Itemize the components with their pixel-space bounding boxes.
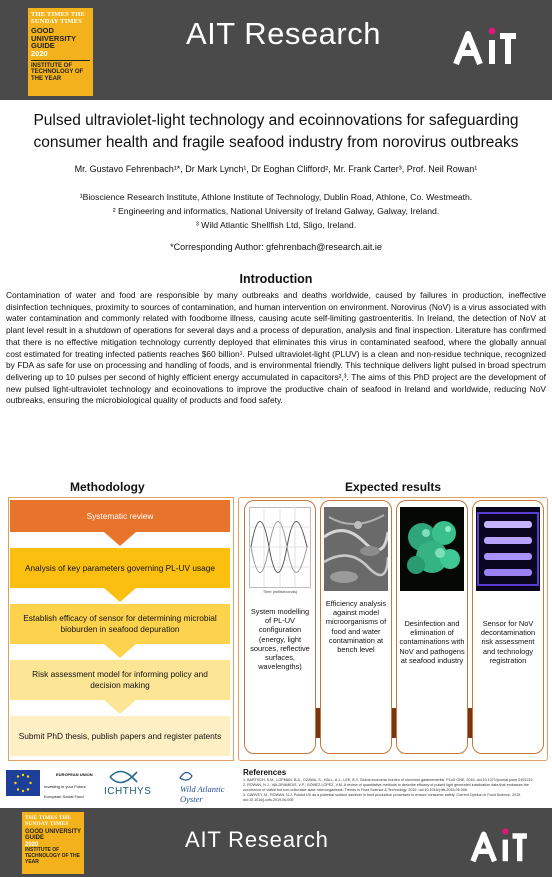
affiliation-2: ² Engineering and informatics, National University of Ireland Galway, Galway, Ireland. [112,206,440,216]
result-column-2-text: Efficiency analysis against model microorganisms of food and water contamination at bench level [325,599,387,655]
result-column-2 [320,500,392,754]
footer-badge-newspaper: THE TIMES THE SUNDAY TIMES [25,815,72,827]
poster-title [10,110,542,154]
ichthys-fish-icon [108,768,138,786]
affiliation-1: ¹Bioscience Research Institute, Athlone Institute of Technology, Dublin Road, Athlone, Co. Westmeath. [79,192,473,202]
eu-subtext: Investing in your Future [44,784,86,789]
step-arrow-1 [104,532,136,546]
sponsor-logos [0,764,240,806]
badge-newspaper: THE TIMES THE SUNDAY TIMES [31,11,86,25]
reference-item: 2. ROWAN, N.J., VALDRAMIDIS, V.P., GÓMEZ-LÓPEZ, V.M. A review of quantitative methods to describe efficacy of pulsed light generated inactivation data that embraces the occurrence of viable but non-culturable state microorganisms. Trends in Food Science & Technology, 2015. doi:10.1016/j.tifs.2015.05.006 [243,783,529,792]
methodology-step-5: Submit PhD thesis, publish papers and register patents [10,716,230,756]
references-heading: References [243,768,287,777]
footer-ait-logo-icon [466,827,532,863]
result-column-3-text: Desinfection and elimination of contaminations with NoV and pathogens at seafood industry [399,619,465,665]
result-column-3 [396,500,468,754]
header-title: AIT Research [186,16,381,51]
step-arrow-2 [104,588,136,602]
footer-badge-year: 2020 [25,841,39,848]
author-list: Mr. Gustavo Fehrenbach¹*, Dr Mark Lynch¹, Dr Eoghan Clifford², Mr. Frank Carter³, Prof. Neil Rowan¹ [74,164,478,174]
norovirus-image-icon [400,507,464,591]
introduction-heading: Introduction [239,272,313,286]
footer-badge-guide: GOOD UNIVERSITY GUIDE [25,829,81,842]
microscopy-image-icon [324,507,388,591]
waveform-graph [249,507,311,595]
poster-title-line-1: Pulsed ultraviolet-light technology and ecoinnovations for safeguarding [33,112,519,129]
graph-axis-label: Time (milliseconds) [262,589,298,594]
result-column-4 [472,500,544,754]
eu-label: EUROPEAN UNION [56,772,93,777]
eu-fund: European Social Fund [44,794,84,799]
ichthys-logo: ICHTHYS [104,786,152,797]
methodology-step-1: Systematic review [10,500,230,532]
badge-award: INSTITUTE OF TECHNOLOGY OF THE YEAR [31,62,84,82]
methodology-step-4: Risk assessment model for informing policy and decision making [10,660,230,700]
methodology-step-2: Analysis of key parameters governing PL-UV usage [10,548,230,588]
reference-item: 3. GARVEY, M., ROWAN, N.J. Pulsed UV as a potential surface sanitizer in food production processes to ensure consumer safety. Current Opinion in Food Science, 2019. doi:10.1016/j.cofs.2019.06.005 [243,793,522,802]
expected-results-heading: Expected results [345,480,442,494]
references-list [243,778,548,803]
badge-year: 2020 [31,48,48,58]
result-column-1 [244,500,316,754]
methodology-heading: Methodology [70,480,145,494]
result-column-1-text: System modelling of PL-UV configuration (energy, light sources, reflective surfaces, wavelengths) [250,607,310,672]
ait-logo-icon [452,26,518,66]
result-column-4-text: Sensor for NoV decontamination risk assessment and technology registration [480,619,536,665]
badge-guide: GOOD UNIVERSITY GUIDE [31,26,76,51]
footer-title: AIT Research [185,827,329,852]
poster-title-line-2: consumer health and fragile seafood industry from norovirus outbreaks [33,134,519,151]
uv-lamp-image-icon [476,507,540,591]
corresponding-author: *Corresponding Author: gfehrenbach@research.ait.ie [170,242,382,252]
footer-banner [0,808,552,877]
methodology-step-3: Establish efficacy of sensor for determining microbial bioburden in seafood depuration [10,604,230,644]
wild-atlantic-logo: Wild Atlantic Oyster [180,784,225,804]
university-guide-badge [28,8,93,96]
oyster-icon [178,768,194,784]
footer-badge-award: INSTITUTE OF TECHNOLOGY OF THE YEAR [25,847,80,865]
reference-item: 1. BARTSCH, S.M., LOPMAN, B.A., OZAWA, S., HALL, A.J., LEE, B.Y. Global economic burden of norovirus gastroenteritis. PLoS ONE, 2016. doi:10.1371/journal.pone.0151219 [243,778,533,782]
eu-flag-icon [6,770,40,796]
step-arrow-3 [104,644,136,658]
footer-university-guide-badge [22,812,84,874]
header-banner [0,0,552,100]
step-arrow-4 [104,700,136,714]
introduction-body: Contamination of water and food are responsible by many outbreaks and deaths worldwide, caused by failures in production, ineffective disinfection techniques, proximity to sources of contamination, and human intervention on environment. Norovirus (NoV) is a virus associated with water contamination and commonly related with foodborne illness, causing acute self-limiting gastroenteritis. In Ireland, the detection of NoV at plant level result in a shutdown of operations for several days and a process of depuration, analysis and final inspection. Literature has confirmed that there is no effective mitigation technology currently deployed that eliminates this virus in contaminated seafood, where the globally annual cost estimated for treating infected patients reaches $60 billion¹. Pulsed ultraviolet-light (PLUV) is a clean and non-residue technique, recognized by FDA as safe for use on processing and handling of foods, and is environmental friendly. This technique delivers light pulsed in broad spectrum delivering up to 10 pulses per second of highly efficient energy accumulated in capacitors²,³. The aims of this PhD project are the development of new pulsed light-ultraviolet technology and ecoinovations to improve the productive chain of seafood in Ireland and worldwide, reducing NoV outbreaks, ensuring the microbiological quality of products and food safety. [6,290,546,406]
affiliation-3: ³ Wild Atlantic Shellfish Ltd, Sligo, Ireland. [195,220,357,230]
